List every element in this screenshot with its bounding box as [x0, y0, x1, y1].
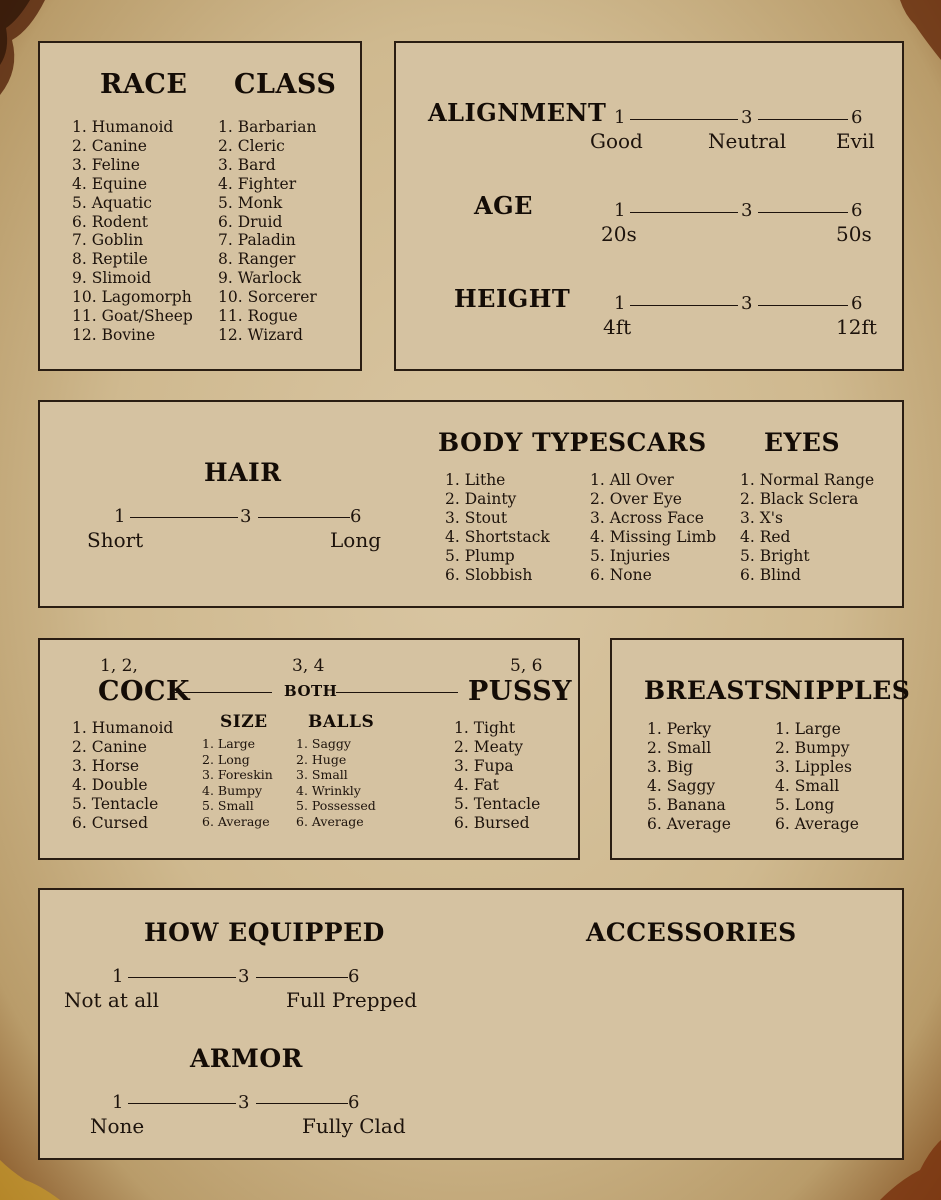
- hair-min-label: Short: [87, 528, 144, 552]
- list-item: 2. Black Sclera: [740, 489, 859, 508]
- height-min-label: 4ft: [603, 315, 632, 339]
- list-item: 5. Injuries: [590, 546, 671, 565]
- hair-max-label: Long: [330, 528, 382, 552]
- equipped-max-label: Full Prepped: [286, 988, 418, 1012]
- traits-panel: [394, 41, 904, 371]
- list-item: 12. Bovine: [72, 325, 156, 344]
- height-line-left: [630, 305, 738, 306]
- list-item: 1. Lithe: [445, 471, 506, 489]
- list-item: 2. Long: [202, 751, 250, 767]
- cock-heading: COCK: [98, 676, 190, 707]
- list-item: 2. Small: [647, 738, 712, 757]
- armor-min: 1: [112, 1092, 124, 1113]
- list-item: 2. Canine: [72, 136, 147, 155]
- scars-heading: SCARS: [608, 428, 707, 457]
- list-item: 4. Fighter: [218, 174, 297, 193]
- list-item: 6. Cursed: [72, 813, 149, 832]
- age-heading: AGE: [474, 191, 533, 220]
- pussy-roll: 5, 6: [510, 656, 543, 676]
- equipped-mid: 3: [238, 966, 250, 987]
- armor-mid: 3: [238, 1092, 250, 1113]
- accessories-heading: ACCESSORIES: [586, 918, 797, 947]
- height-max: 6: [851, 293, 863, 314]
- race-class-panel: [38, 41, 362, 371]
- alignment-evil-label: Evil: [836, 129, 875, 153]
- list-item: 4. Missing Limb: [590, 527, 717, 546]
- list-item: 4. Wrinkly: [296, 782, 361, 798]
- armor-heading: ARMOR: [190, 1044, 303, 1073]
- hair-max: 6: [350, 506, 362, 527]
- age-mid: 3: [741, 200, 753, 221]
- list-item: 3. Feline: [72, 155, 140, 174]
- eyes-list: [740, 471, 874, 584]
- list-item: 5. Possessed: [296, 798, 376, 814]
- armor-line-left: [128, 1103, 236, 1104]
- equipped-max: 6: [348, 966, 360, 987]
- age-line-left: [630, 212, 738, 213]
- list-item: 1. Humanoid: [72, 719, 174, 737]
- hair-line-left: [130, 517, 238, 518]
- alignment-good-label: Good: [590, 129, 643, 153]
- list-item: 2. Over Eye: [590, 489, 682, 508]
- list-item: 3. Fupa: [454, 756, 514, 775]
- equipped-line-right: [256, 977, 348, 978]
- nipples-list: [775, 720, 859, 833]
- height-line-right: [758, 305, 848, 306]
- list-item: 6. Blind: [740, 565, 801, 584]
- age-min-label: 20s: [601, 222, 637, 246]
- list-item: 4. Equine: [72, 174, 148, 193]
- height-heading: HEIGHT: [454, 284, 571, 313]
- list-item: 1. Perky: [647, 720, 712, 738]
- both-roll: 3, 4: [292, 656, 325, 676]
- alignment-heading: ALIGNMENT: [428, 98, 607, 127]
- list-item: 6. Slobbish: [445, 565, 533, 584]
- list-item: 6. Average: [775, 814, 859, 833]
- list-item: 9. Slimoid: [72, 269, 152, 288]
- balls-heading: BALLS: [308, 712, 375, 732]
- pussy-heading: PUSSY: [468, 676, 573, 707]
- genitals-panel: [38, 638, 580, 860]
- race-heading: RACE: [100, 69, 188, 100]
- list-item: 2. Canine: [72, 737, 147, 756]
- cock-both-line: [172, 692, 272, 693]
- equipped-min: 1: [112, 966, 124, 987]
- cock-roll: 1, 2,: [100, 656, 138, 676]
- scars-list: [590, 471, 716, 584]
- list-item: 10. Lagomorph: [72, 288, 192, 307]
- breasts-list: [647, 720, 731, 833]
- body-type-heading: BODY TYPE: [438, 428, 609, 457]
- list-item: 4. Double: [72, 775, 148, 794]
- list-item: 11. Rogue: [218, 307, 298, 326]
- list-item: 1. Tight: [454, 719, 516, 737]
- class-list: [218, 118, 317, 345]
- age-min: 1: [614, 200, 626, 221]
- armor-max-label: Fully Clad: [302, 1114, 406, 1138]
- both-heading: BOTH: [284, 682, 338, 700]
- list-item: 4. Small: [775, 776, 840, 795]
- list-item: 2. Meaty: [454, 737, 523, 756]
- equipped-line-left: [128, 977, 236, 978]
- list-item: 3. X's: [740, 508, 783, 527]
- list-item: 6. Average: [647, 814, 731, 833]
- list-item: 4. Fat: [454, 775, 499, 794]
- list-item: 5. Banana: [647, 795, 726, 814]
- list-item: 12. Wizard: [218, 325, 303, 344]
- list-item: 3. Foreskin: [202, 767, 273, 783]
- list-item: 5. Tentacle: [454, 794, 541, 813]
- list-item: 2. Dainty: [445, 489, 517, 508]
- chest-panel: [610, 638, 911, 860]
- gear-panel: [38, 888, 904, 1160]
- both-pussy-line: [336, 692, 458, 693]
- height-min: 1: [614, 293, 626, 314]
- alignment-max: 6: [851, 107, 863, 128]
- age-line-right: [758, 212, 848, 213]
- list-item: 2. Cleric: [218, 136, 285, 155]
- eyes-heading: EYES: [764, 428, 841, 457]
- size-heading: SIZE: [220, 712, 268, 732]
- list-item: 3. Lipples: [775, 757, 852, 776]
- pussy-list: [454, 719, 540, 832]
- list-item: 4. Red: [740, 527, 791, 546]
- list-item: 7. Paladin: [218, 231, 296, 250]
- hair-line-right: [258, 517, 350, 518]
- armor-min-label: None: [90, 1114, 145, 1138]
- list-item: 9. Warlock: [218, 269, 302, 288]
- list-item: 1. All Over: [590, 471, 674, 489]
- appearance-panel: [38, 400, 904, 608]
- list-item: 6. Druid: [218, 212, 283, 231]
- list-item: 1. Humanoid: [72, 118, 174, 136]
- cock-list: [72, 719, 173, 832]
- list-item: 5. Aquatic: [72, 193, 152, 212]
- list-item: 5. Long: [775, 795, 835, 814]
- list-item: 3. Bard: [218, 155, 276, 174]
- race-list: [72, 118, 193, 345]
- list-item: 6. None: [590, 565, 652, 584]
- list-item: 1. Saggy: [296, 736, 351, 751]
- list-item: 1. Normal Range: [740, 471, 875, 489]
- list-item: 8. Reptile: [72, 250, 148, 269]
- list-item: 5. Small: [202, 798, 254, 814]
- hair-heading: HAIR: [204, 458, 282, 487]
- age-max: 6: [851, 200, 863, 221]
- how-equipped-heading: HOW EQUIPPED: [144, 918, 385, 947]
- list-item: 4. Bumpy: [202, 782, 263, 798]
- alignment-line-left: [630, 119, 738, 120]
- height-max-label: 12ft: [836, 315, 877, 339]
- list-item: 1. Large: [202, 736, 256, 751]
- list-item: 6. Rodent: [72, 212, 149, 231]
- list-item: 3. Big: [647, 757, 693, 776]
- list-item: 2. Huge: [296, 751, 347, 767]
- list-item: 5. Tentacle: [72, 794, 159, 813]
- armor-line-right: [256, 1103, 348, 1104]
- list-item: 3. Horse: [72, 756, 140, 775]
- nipples-heading: NIPPLES: [780, 676, 911, 705]
- list-item: 1. Large: [775, 720, 841, 738]
- list-item: 4. Saggy: [647, 776, 716, 795]
- equipped-min-label: Not at all: [64, 988, 159, 1012]
- list-item: 2. Bumpy: [775, 738, 850, 757]
- alignment-mid: 3: [741, 107, 753, 128]
- list-item: 6. Average: [202, 813, 270, 829]
- armor-max: 6: [348, 1092, 360, 1113]
- list-item: 7. Goblin: [72, 231, 144, 250]
- list-item: 5. Monk: [218, 193, 283, 212]
- list-item: 4. Shortstack: [445, 527, 550, 546]
- list-item: 3. Stout: [445, 508, 508, 527]
- breasts-heading: BREASTS: [644, 676, 783, 705]
- list-item: 3. Across Face: [590, 508, 704, 527]
- alignment-neutral-label: Neutral: [708, 129, 787, 153]
- age-max-label: 50s: [836, 222, 872, 246]
- list-item: 6. Average: [296, 813, 364, 829]
- height-mid: 3: [741, 293, 753, 314]
- list-item: 5. Plump: [445, 546, 515, 565]
- list-item: 8. Ranger: [218, 250, 296, 269]
- list-item: 1. Barbarian: [218, 118, 317, 136]
- hair-min: 1: [114, 506, 126, 527]
- size-list: [202, 736, 273, 830]
- class-heading: CLASS: [234, 69, 337, 100]
- alignment-min: 1: [614, 107, 626, 128]
- hair-mid: 3: [240, 506, 252, 527]
- alignment-line-right: [758, 119, 848, 120]
- list-item: 3. Small: [296, 767, 348, 783]
- balls-list: [296, 736, 376, 830]
- list-item: 6. Bursed: [454, 813, 530, 832]
- list-item: 5. Bright: [740, 546, 810, 565]
- list-item: 11. Goat/Sheep: [72, 307, 193, 326]
- body-type-list: [445, 471, 550, 584]
- list-item: 10. Sorcerer: [218, 288, 317, 307]
